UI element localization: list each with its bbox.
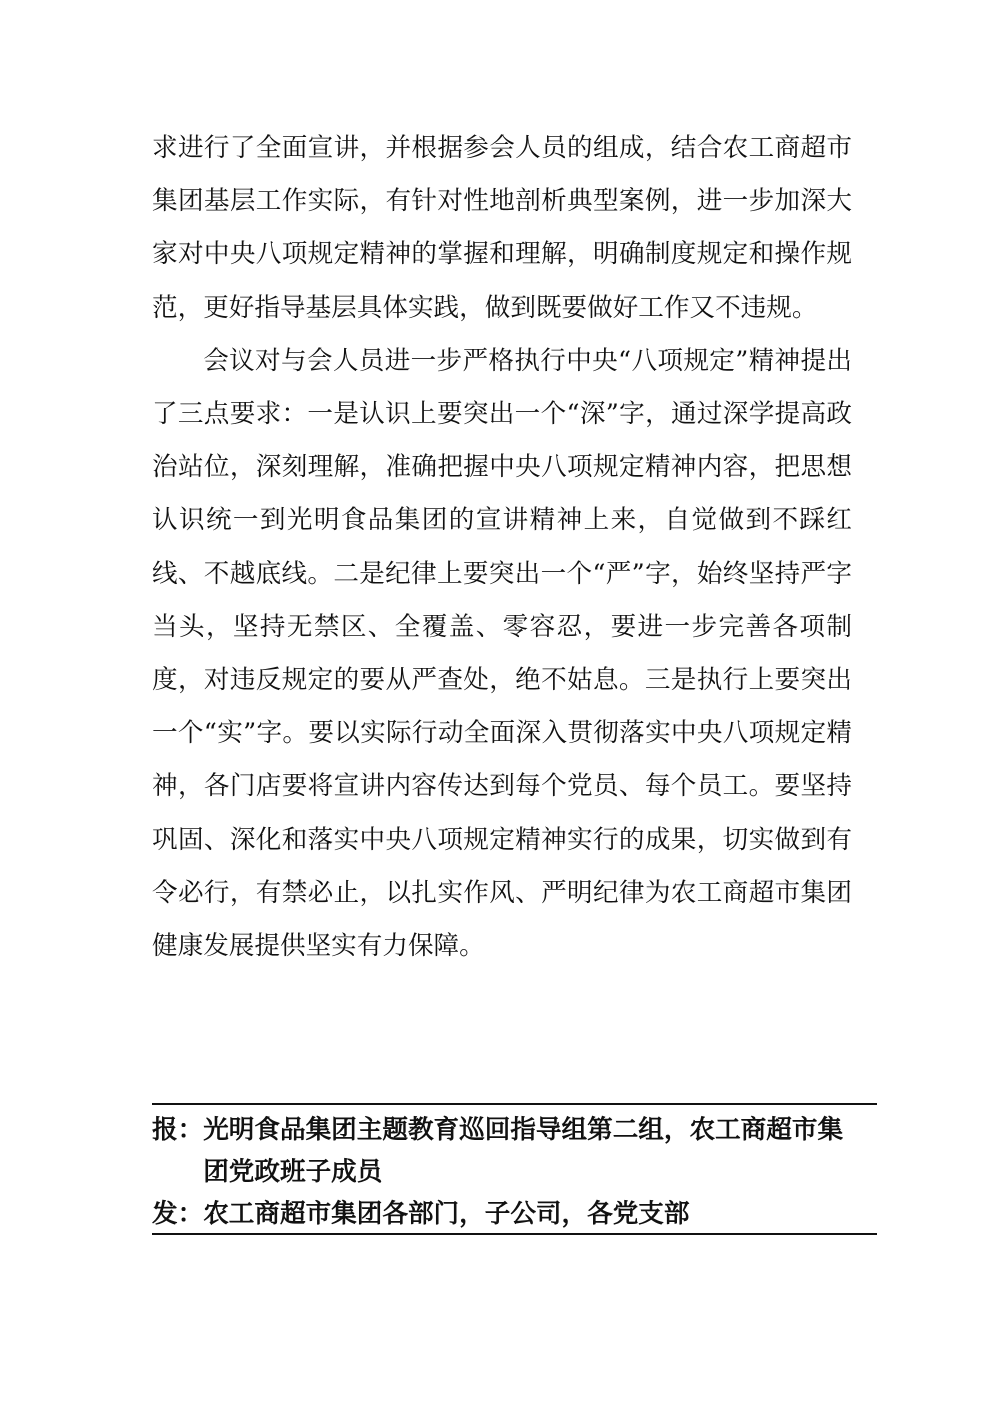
report-recipients: 光明食品集团主题教育巡回指导组第二组，农工商超市集团党政班子成员 [203, 1115, 844, 1187]
send-recipients: 农工商超市集团各部门，子公司，各党支部 [203, 1199, 690, 1229]
send-row [152, 1193, 857, 1235]
document-body [152, 122, 852, 973]
send-label: 发： [152, 1199, 204, 1229]
distribution-block [152, 1103, 877, 1235]
body-paragraph-continued: 求进行了全面宣讲，并根据参会人员的组成，结合农工商超市集团基层工作实际，有针对性地剖析典型案例，进一步加深大家对中央八项规定精神的掌握和理解，明确制度规定和操作规范，更好指导基层具体实践，做到既要做好工作又不违规。 [152, 133, 852, 323]
body-paragraph-requirements: 会议对与会人员进一步严格执行中央“八项规定”精神提出了三点要求：一是认识上要突出一个“深”字，通过深学提高政治站位，深刻理解，准确把握中央八项规定精神内容，把思想认识统一到光明食品集团的宣讲精神上来，自觉做到不踩红线、不越底线。二是纪律上要突出一个“严”字，始终坚持严字当头，坚持无禁区、全覆盖、零容忍，要进一步完善各项制度，对违反规定的要从严查处，绝不姑息。三是执行上要突出一个“实”字。要以实际行动全面深入贯彻落实中央八项规定精神，各门店要将宣讲内容传达到每个党员、每个员工。要坚持巩固、深化和落实中央八项规定精神实行的成果，切实做到有令必行，有禁必止，以扎实作风、严明纪律为农工商超市集团健康发展提供坚实有力保障。 [152, 345, 852, 962]
report-label: 报： [152, 1115, 204, 1145]
report-row [152, 1109, 857, 1193]
